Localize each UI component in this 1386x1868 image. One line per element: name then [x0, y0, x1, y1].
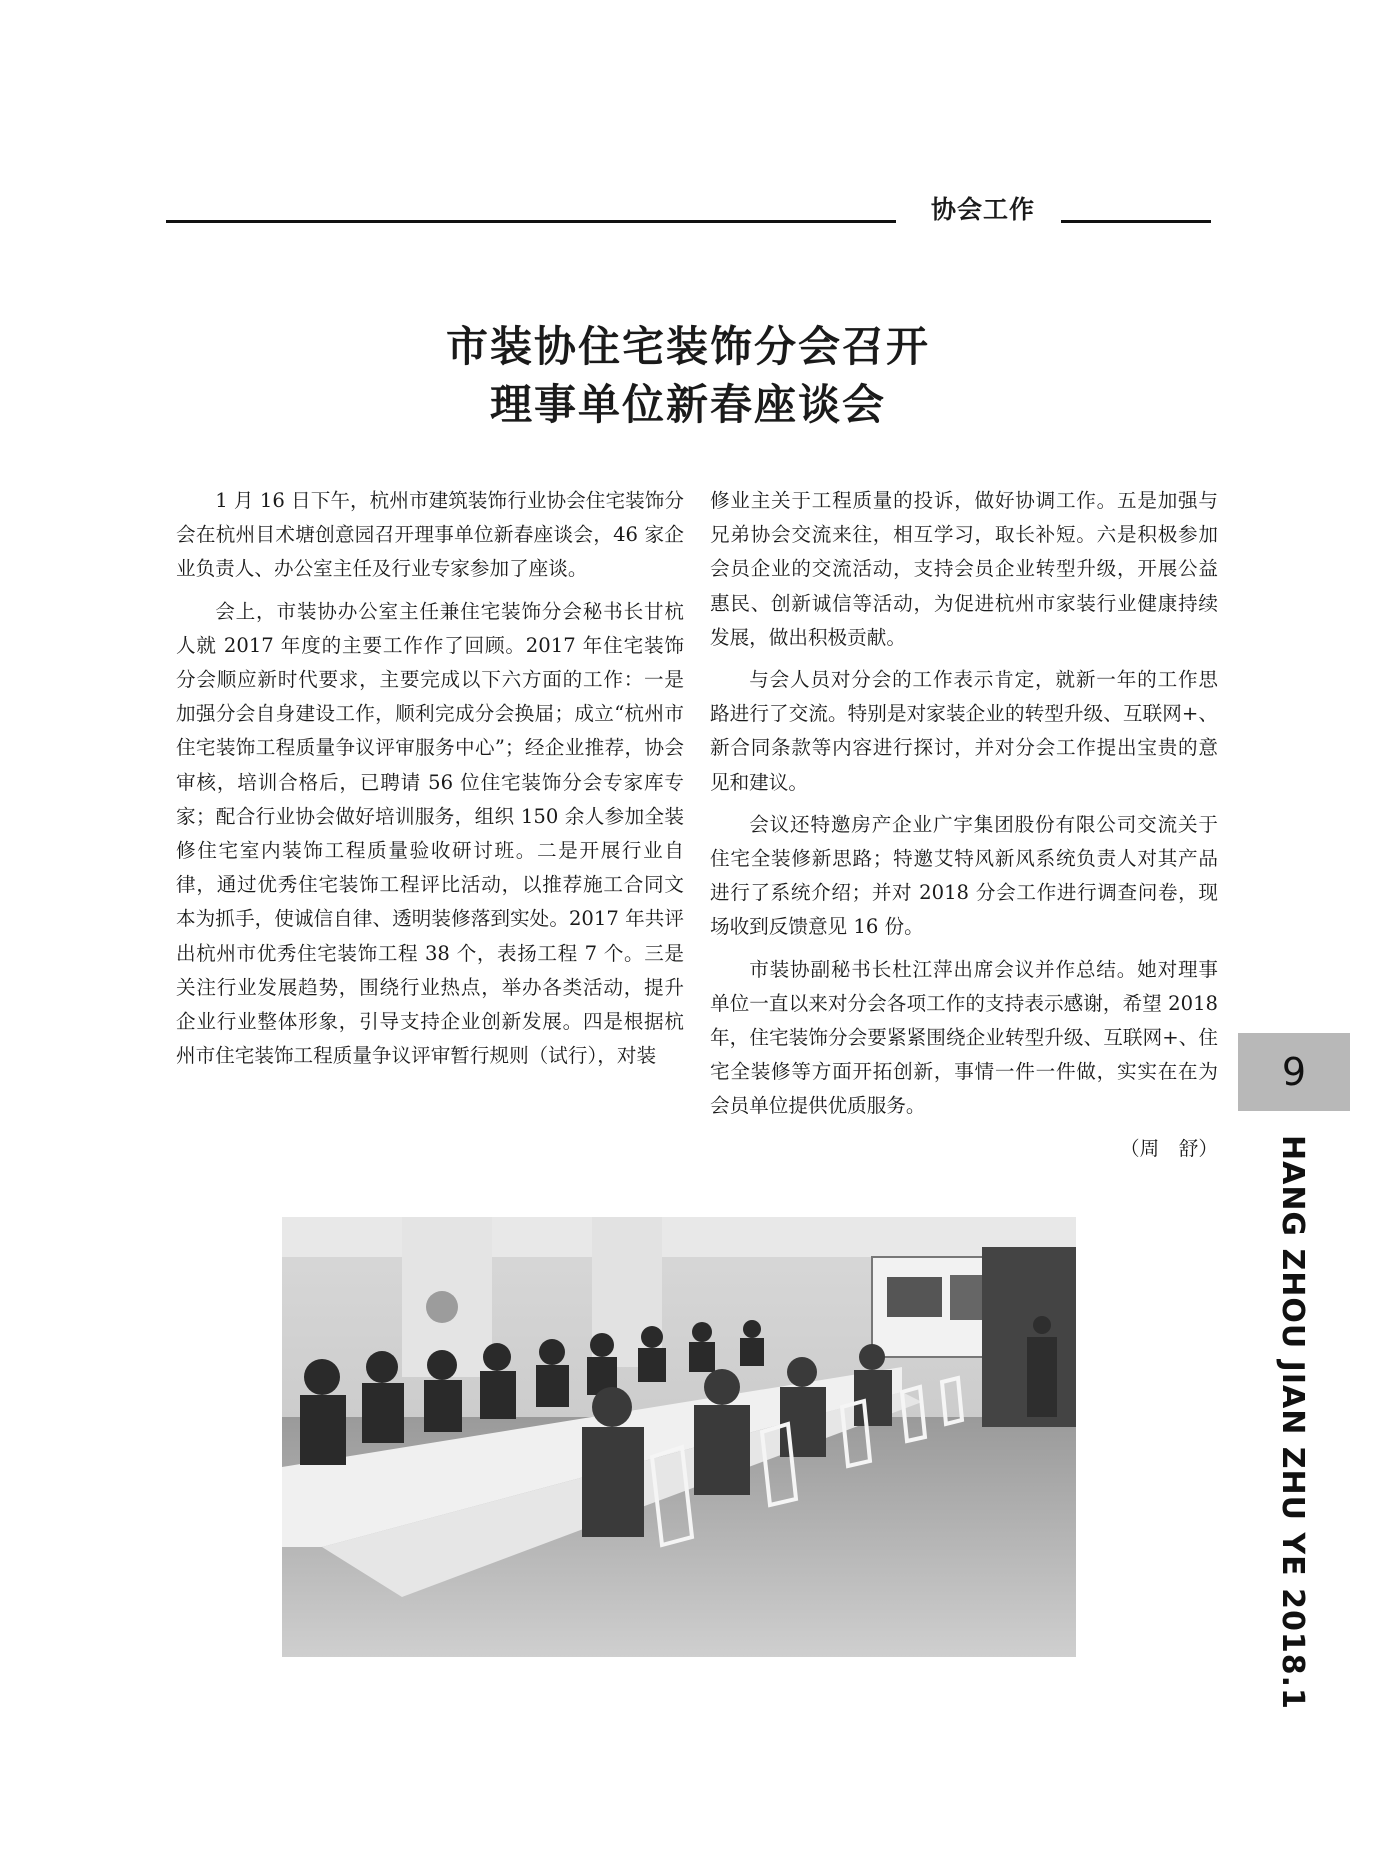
header-rule-right — [1061, 220, 1211, 223]
paragraph-3: 修业主关于工程质量的投诉，做好协调工作。五是加强与兄弟协会交流来往，相互学习，取长补短。六是积极参加会员企业的交流活动，支持会员企业转型升级，开展公益惠民、创新诚信等活动，为促进杭州市家装行业健康持续发展，做出积极贡献。 — [710, 489, 1218, 649]
meeting-photo — [282, 1217, 1076, 1657]
magazine-name: HANG ZHOU JIAN ZHU YE 2018.1 — [1275, 1135, 1310, 1710]
paragraph-5: 会议还特邀房产企业广宇集团股份有限公司交流关于住宅全装修新思路；特邀艾特风新风系统负责人对其产品进行了系统介绍；并对 2018 分会工作进行调查问卷，现场收到反馈意见 16 份。 — [710, 812, 1218, 939]
byline: （周 舒） — [1120, 1136, 1218, 1160]
paragraph-1: 1 月 16 日下午，杭州市建筑装饰行业协会住宅装饰分会在杭州目术塘创意园召开理事单位新春座谈会，46 家企业负责人、办公室主任及行业专家参加了座谈。 — [176, 489, 684, 581]
article-title — [166, 318, 1210, 434]
title-line-1: 市装协住宅装饰分会召开 — [445, 322, 930, 371]
section-label: 协会工作 — [930, 195, 1035, 224]
header-rule-left — [166, 220, 896, 223]
section-header — [166, 190, 1210, 224]
column-right — [710, 484, 1218, 1174]
title-line-2: 理事单位新春座谈会 — [489, 380, 886, 429]
paragraph-6: 市装协副秘书长杜江萍出席会议并作总结。她对理事单位一直以来对分会各项工作的支持表示感谢，希望 2018 年，住宅装饰分会要紧紧围绕企业转型升级、互联网+、住宅全装修等方面开拓创新，事情一件一件做，实实在在为会员单位提供优质服务。 — [710, 957, 1218, 1118]
paragraph-2: 会上，市装协办公室主任兼住宅装饰分会秘书长甘杭人就 2017 年度的主要工作作了回顾。2017 年住宅装饰分会顺应新时代要求，主要完成以下六方面的工作：一是加强分会自身建设工作，顺利完成分会换届；成立“杭州市住宅装饰工程质量争议评审服务中心”；经企业推荐，协会审核，培训合格后，已聘请 56 位住宅装饰分会专家库专家；配合行业协会做好培训服务，组织 150 余人参加全装修住宅室内装饰工程质量验收研讨班。二是开展行业自律，通过优秀住宅装饰工程评比活动，以推荐施工合同文本为抓手，使诚信自律、透明装修落到实处。2017 年共评出杭州市优秀住宅装饰工程 38 个，表扬工程 7 个。三是关注行业发展趋势，围绕行业热点，举办各类活动，提升企业行业整体形象，引导支持企业创新发展。四是根据杭州市住宅装饰工程质量争议评审暂行规则（试行），对装 — [176, 599, 684, 1068]
column-left — [176, 484, 684, 1081]
page-number: 9 — [1238, 1033, 1350, 1111]
meeting-photo-illustration — [282, 1217, 1076, 1657]
paragraph-4: 与会人员对分会的工作表示肯定，就新一年的工作思路进行了交流。特别是对家装企业的转型升级、互联网+、新合同条款等内容进行探讨，并对分会工作提出宝贵的意见和建议。 — [710, 668, 1218, 794]
